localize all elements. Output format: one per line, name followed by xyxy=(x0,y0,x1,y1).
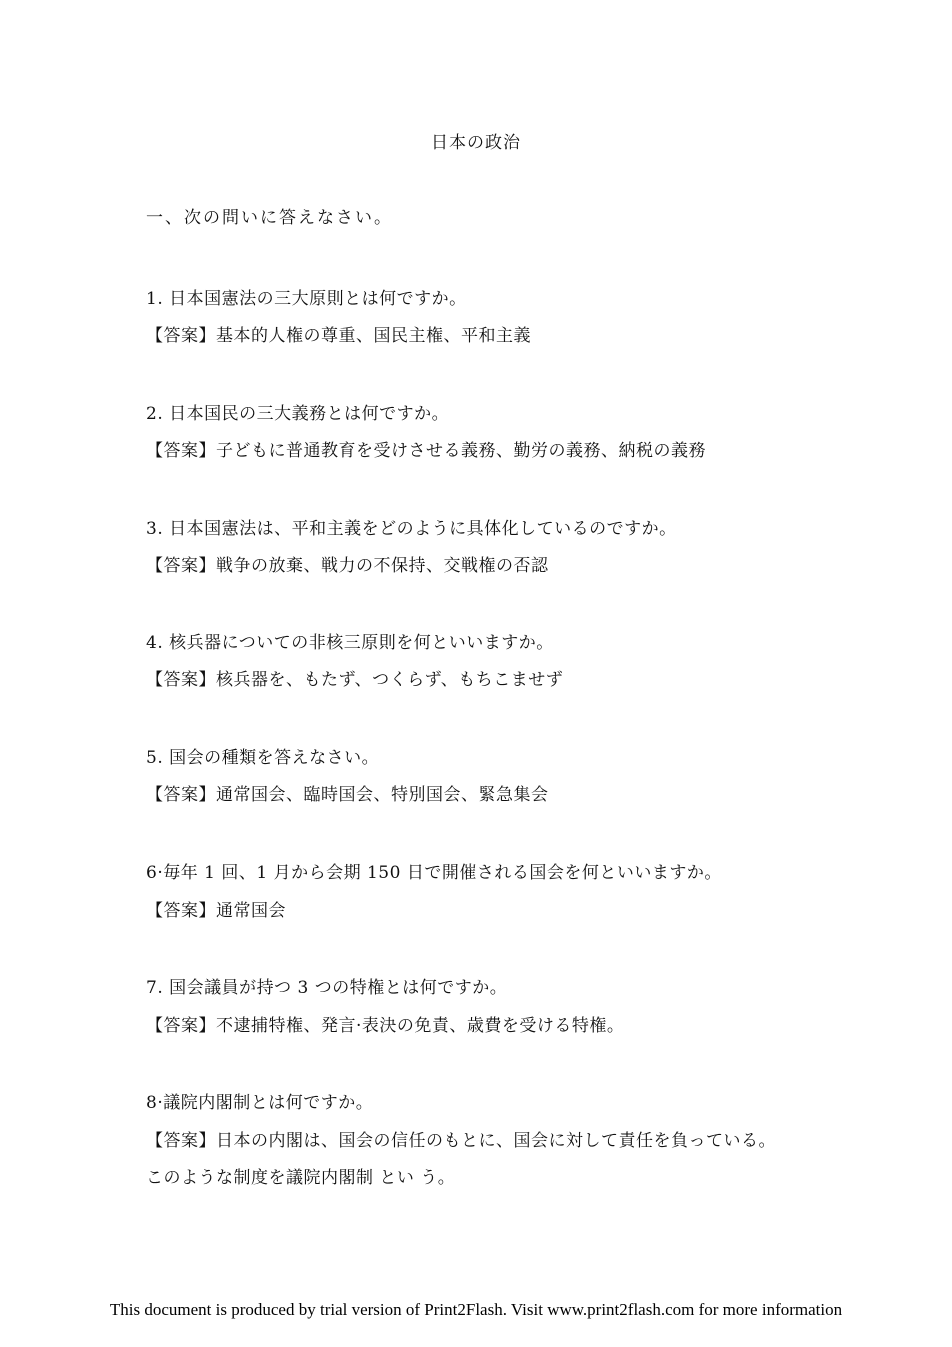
trial-footer: This document is produced by trial version of Print2Flash. Visit www.print2flash.com for more information xyxy=(109,1300,843,1319)
answer-8-continued: このような制度を議院内閣制 とい う。 xyxy=(146,1168,456,1188)
document-title: 日本の政治 xyxy=(431,133,521,153)
answer-5: 【答案】通常国会、臨時国会、特別国会、緊急集会 xyxy=(146,785,549,805)
question-8: 8·議院内閣制とは何ですか。 xyxy=(146,1093,374,1113)
answer-1: 【答案】基本的人権の尊重、国民主権、平和主義 xyxy=(146,326,531,346)
answer-2: 【答案】子どもに普通教育を受けさせる義務、勤労の義務、納税の義務 xyxy=(146,441,706,461)
question-5: 5. 国会の種類を答えなさい。 xyxy=(146,748,380,768)
question-1: 1. 日本国憲法の三大原則とは何ですか。 xyxy=(146,289,467,309)
answer-8: 【答案】日本の内閣は、国会の信任のもとに、国会に対して責任を負っている。 xyxy=(146,1131,776,1151)
question-4: 4. 核兵器についての非核三原則を何といいますか。 xyxy=(146,633,554,653)
answer-6: 【答案】通常国会 xyxy=(146,901,286,921)
question-3: 3. 日本国憲法は、平和主義をどのように具体化しているのですか。 xyxy=(146,519,677,539)
question-6: 6·毎年 1 回、1 月から会期 150 日で開催される国会を何といいますか。 xyxy=(146,863,722,883)
answer-4: 【答案】核兵器を、もたず、つくらず、もちこませず xyxy=(146,670,564,690)
question-7: 7. 国会議員が持つ 3 つの特権とは何ですか。 xyxy=(146,978,508,998)
answer-7: 【答案】不逮捕特権、発言·表決の免責、歳費を受ける特権。 xyxy=(146,1016,625,1036)
question-2: 2. 日本国民の三大義務とは何ですか。 xyxy=(146,404,450,424)
section-heading: 一、次の問いに答えなさい。 xyxy=(146,208,393,228)
answer-3: 【答案】戦争の放棄、戦力の不保持、交戦権の否認 xyxy=(146,556,549,576)
